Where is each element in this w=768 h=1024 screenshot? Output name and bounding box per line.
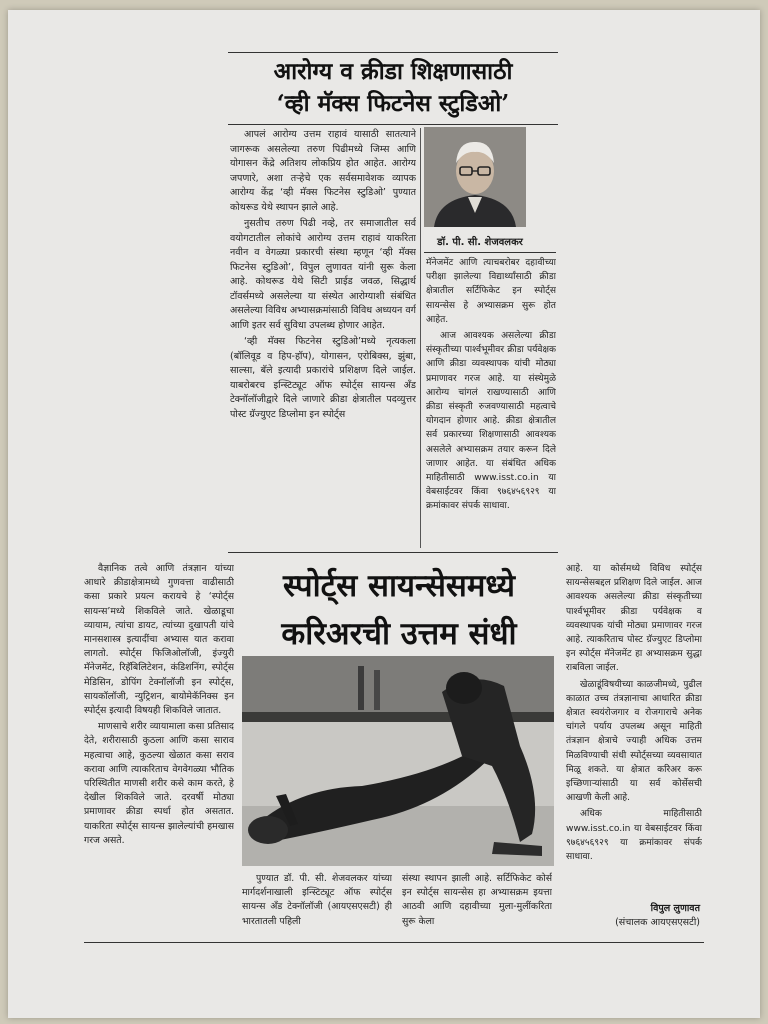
portrait-caption: डॉ. पी. सी. शेजवलकर	[437, 237, 523, 248]
article-end-rule	[228, 552, 558, 553]
author-name: विपुल लुणावत	[650, 903, 700, 914]
paragraph: खेळाडूंविषयीच्या काळजीमध्ये, पुढील काळात उच्च तंत्रज्ञानाचा आधारित क्रीडा क्षेत्रात स्वयंरोजगार व रोजगाराचे अनेक चांगले पर्याय उपलब्ध असून माहिती तंत्रज्ञान क्षेत्राचे ज्याही अधिक उत्तम मिळविण्याची संधी स्पोर्ट्सच्या व्यवसायात मिळू शकते. या क्षेत्रात करिअर करू इच्छिणाऱ्यांसाठी या सर्व कोर्सेसची आखणी केली आहे.	[566, 679, 702, 804]
paragraph: वैज्ञानिक तत्वे आणि तंत्रज्ञान यांच्या आधारे क्रीडाक्षेत्रामध्ये गुणवत्ता वाढीसाठी कसा प्रकारे प्रयत्न करायचे हे ‘स्पोर्ट्स सायन्स’मध्ये शिकविले जाते. खेळाडूचा व्यायाम, त्यांचा डायट, त्यांच्या दुखापती यांचे मानसशास्त्र इत्यादींचा अभ्यास यात करावा लागतो. स्पोर्ट्स फिजिओलॉजी, इंज्युरी मॅनेजमेंट, रिहॅबिलिटेशन, कंडिशनिंग, स्पोर्ट्स मेडिसिन, डोपिंग टेक्नॉलॉजी इन स्पोर्ट्स, सायकॉलॉजी, न्युट्रिशन, बायोमेकॅनिक्स इन स्पोर्ट्स इत्यादी विषयही शिकविले जातात.	[84, 563, 234, 717]
portrait-figure-icon	[424, 127, 526, 227]
title-bottom-rule	[228, 124, 558, 125]
portrait-photo	[424, 127, 526, 227]
feature-headline-line1: स्पोर्ट्स सायन्सेसमध्ये	[282, 568, 516, 604]
feature-headline-line2: करिअरची उत्तम संधी	[281, 616, 517, 652]
paragraph: ‘व्ही मॅक्स फिटनेस स्टुडिओ’मध्ये नृत्यकला (बॉलिवूड व हिप-हॉप), योगासन, एरोबिक्स, झुंबा, साल्सा, बॅले इत्यादी प्रकारांचे प्रशिक्षण दिले जाईल. याबरोबरच इन्स्टिट्यूट ऑफ स्पोर्ट्स सायन्स अँड टेक्नॉलॉजीद्वारे दिले जाणारे क्रीडा क्षेत्रातील पदव्युत्तर पोस्ट ग्रॅज्युएट डिप्लोमा इन स्पोर्ट्स	[230, 336, 416, 420]
feature-bottom-column-2	[402, 872, 552, 938]
paragraph: आहे. या कोर्समध्ये विविध स्पोर्ट्स सायन्सेसबद्दल प्रशिक्षण दिले जाईल. आज आवश्यक असलेल्या क्रीडा संस्कृतीच्या पार्श्वभूमीवर क्रीडा पर्यवेक्षक व व्यवस्थापक यांची मोठ्या प्रमाणावर गरज आहे. त्याकरिताच पोस्ट ग्रॅज्युएट डिप्लोमा इन स्पोर्ट्स मॅनेजमेंट हा अभ्यासक्रम सुद्धा राबविला जाईल.	[566, 564, 702, 674]
feature-headline	[243, 562, 555, 658]
article-title-line2: ‘व्ही मॅक्स फिटनेस स्टुडिओ’	[276, 90, 510, 117]
paragraph: माणसाचे शरीर व्यायामाला कसा प्रतिसाद देते, शरीरासाठी कुठला आणि कसा साराव महत्वाचा आहे, कुठल्या खेळात कसा सराव करावा आणि त्याकरिताच वेगवेगळ्या भौतिक परिस्थितीत माणसी शरीर कसे काम करते, हे देखील शिकविले जाते. दरवर्षी मोठ्या प्रमाणावर क्रीडा स्पर्धा होत असतात. याकरिता स्पोर्ट्स सायन्स झालेल्यांची हमखास गरज असते.	[84, 721, 234, 846]
paragraph: आज आवश्यक असलेल्या क्रीडा संस्कृतीच्या पार्श्वभूमीवर क्रीडा पर्यवेक्षक आणि क्रीडा व्यवस्थापक यांची मोठ्या प्रमाणावर गरज आहे. या संस्थेमुळे आरोग्य चांगलं राखण्यासाठी आणि क्रीडा संस्कृती रुजवण्यासाठी महत्वाचे योगदान होणार आहे. क्रीडा क्षेत्रातील सर्व प्रकारच्या शिक्षणासाठी आवश्यक असलेले अभ्यासक्रम तयार करून दिले जाणार आहेत. या संबंधित अधिक माहितीसाठी www.isst.co.in या वेबसाईटवर किंवा ९७६४५६९२९ या क्रमांकावर संपर्क साधावा.	[426, 331, 556, 512]
training-photo-icon	[242, 656, 554, 866]
article-title	[228, 56, 558, 120]
feature-left-column	[84, 562, 234, 932]
paragraph: नुसतीच तरुण पिढी नव्हे, तर समाजातील सर्व वयोगटातील लोकांचे आरोग्य उत्तम राहावं याकरिता नवीन व वेगळ्या प्रकारची संस्था म्हणून ‘व्ही मॅक्स फिटनेस स्टुडिओ’, विपुल लुणावत यांनी सुरू केला आहे. कोथरूड येथे सिटी प्राईड जवळ, सिद्धार्थ टॉवर्समध्ये असलेल्या या संस्थेत आरोग्याशी संबंधित असलेल्या विविध अभ्यासक्रमांसाठी विविध अध्ययन वर्ग आणि इतर सर्व सुविधा उपलब्ध होणार आहेत.	[230, 218, 416, 331]
author-signoff	[570, 902, 700, 930]
article-column-1	[230, 128, 416, 558]
article-column-2	[426, 256, 556, 548]
article-title-line1: आरोग्य व क्रीडा शिक्षणासाठी	[273, 58, 513, 85]
paragraph: पुण्यात डॉ. पी. सी. शेजवलकर यांच्या मार्गदर्शनाखाली इन्स्टिट्यूट ऑफ स्पोर्ट्स सायन्स अँड टेक्नॉलॉजी (आयएसएसटी) ही भारतातली पहिली	[242, 873, 392, 927]
column-divider	[420, 128, 421, 548]
paragraph: आपलं आरोग्य उत्तम राहावं यासाठी सातत्याने जागरूक असलेल्या तरुण पिढीमध्ये जिम्स आणि योगासन केंद्रे अतिशय लोकप्रिय होत आहेत. आरोग्य जपणारे, अशा तऱ्हेचे एक सर्वसमावेशक व्यापक आरोग्य केंद्र ‘व्ही मॅक्स फिटनेस स्टुडिओ’ पुण्यात कोथरूड येथे स्थापन झाले आहे.	[230, 129, 416, 213]
feature-right-column	[566, 562, 702, 896]
caption-rule	[424, 252, 556, 253]
title-top-rule	[228, 52, 558, 53]
paragraph: अधिक माहितीसाठी www.isst.co.in या वेबसाईटवर किंवा ९७६४५६९२९ या क्रमांकावर संपर्क साधावा.	[566, 809, 702, 863]
feature-bottom-column-1	[242, 872, 392, 938]
author-role: (संचालक आयएसएसटी)	[615, 917, 700, 928]
pushup-training-photo	[242, 656, 554, 866]
feature-end-rule	[84, 942, 704, 943]
paragraph: संस्था स्थापन झाली आहे. सर्टिफिकेट कोर्स इन स्पोर्ट्स सायन्सेस हा अभ्यासक्रम इयत्ता आठवी आणि दहावीच्या मुला-मुलींकरिता सुरू केला	[402, 873, 552, 927]
paragraph: मॅनेजमेंट आणि त्याचबरोबर दहावीच्या परीक्षा झालेल्या विद्यार्थ्यांसाठी क्रीडा क्षेत्रातील सर्टिफिकेट इन स्पोर्ट्स सायन्सेस हे अभ्यासक्रम सुरू होत आहेत.	[426, 258, 556, 325]
